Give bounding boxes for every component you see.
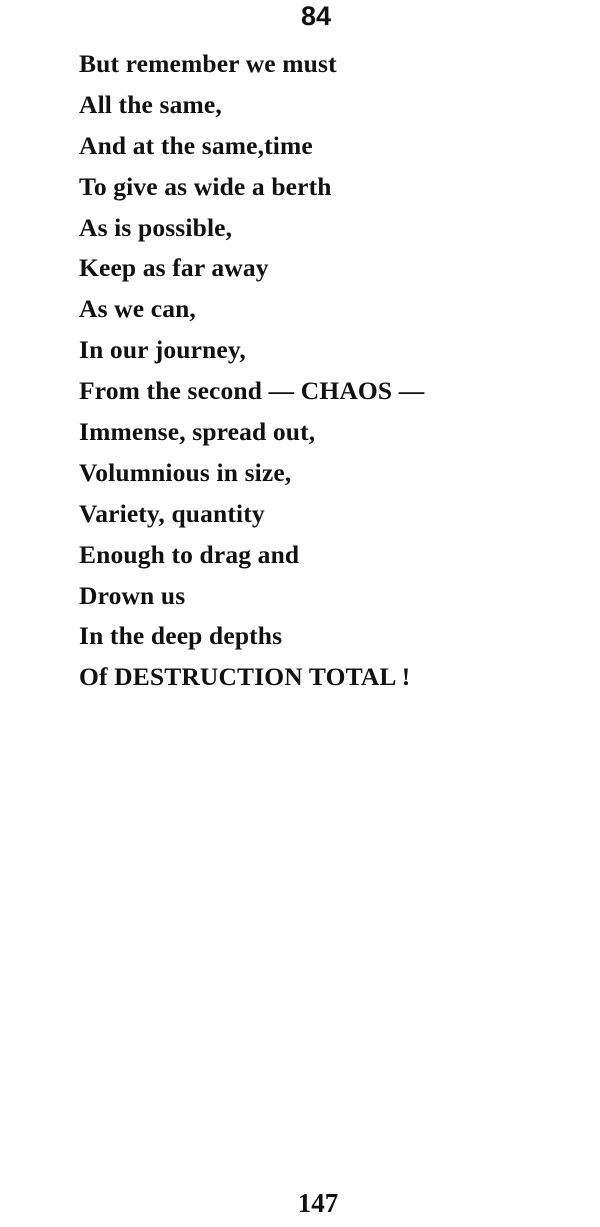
poem-line: But remember we must bbox=[79, 49, 337, 78]
page-number: 147 bbox=[297, 1188, 339, 1218]
poem-line: As we can, bbox=[79, 294, 196, 324]
poem-line: Immense, spread out, bbox=[79, 417, 316, 447]
poem-line: From the second — CHAOS — bbox=[79, 376, 425, 406]
poem-line: As is possible, bbox=[79, 212, 233, 242]
poem-line: Keep as far away bbox=[79, 253, 269, 283]
poem-line: Of DESTRUCTION TOTAL ! bbox=[79, 662, 411, 692]
poem-line: In the deep depths bbox=[79, 621, 283, 651]
poem-number: 84 bbox=[300, 1, 332, 31]
poem-line: In our journey, bbox=[79, 335, 246, 365]
poem-line: Variety, quantity bbox=[79, 498, 265, 528]
poem-line: To give as wide a berth bbox=[79, 171, 332, 201]
poem-line: Volumnious in size, bbox=[79, 457, 292, 487]
poem-line: Enough to drag and bbox=[79, 539, 300, 569]
poem-body bbox=[79, 44, 424, 698]
poem-line: All the same, bbox=[79, 89, 222, 119]
poem-line: And at the same,time bbox=[79, 130, 313, 160]
poem-line: Drown us bbox=[79, 580, 186, 610]
